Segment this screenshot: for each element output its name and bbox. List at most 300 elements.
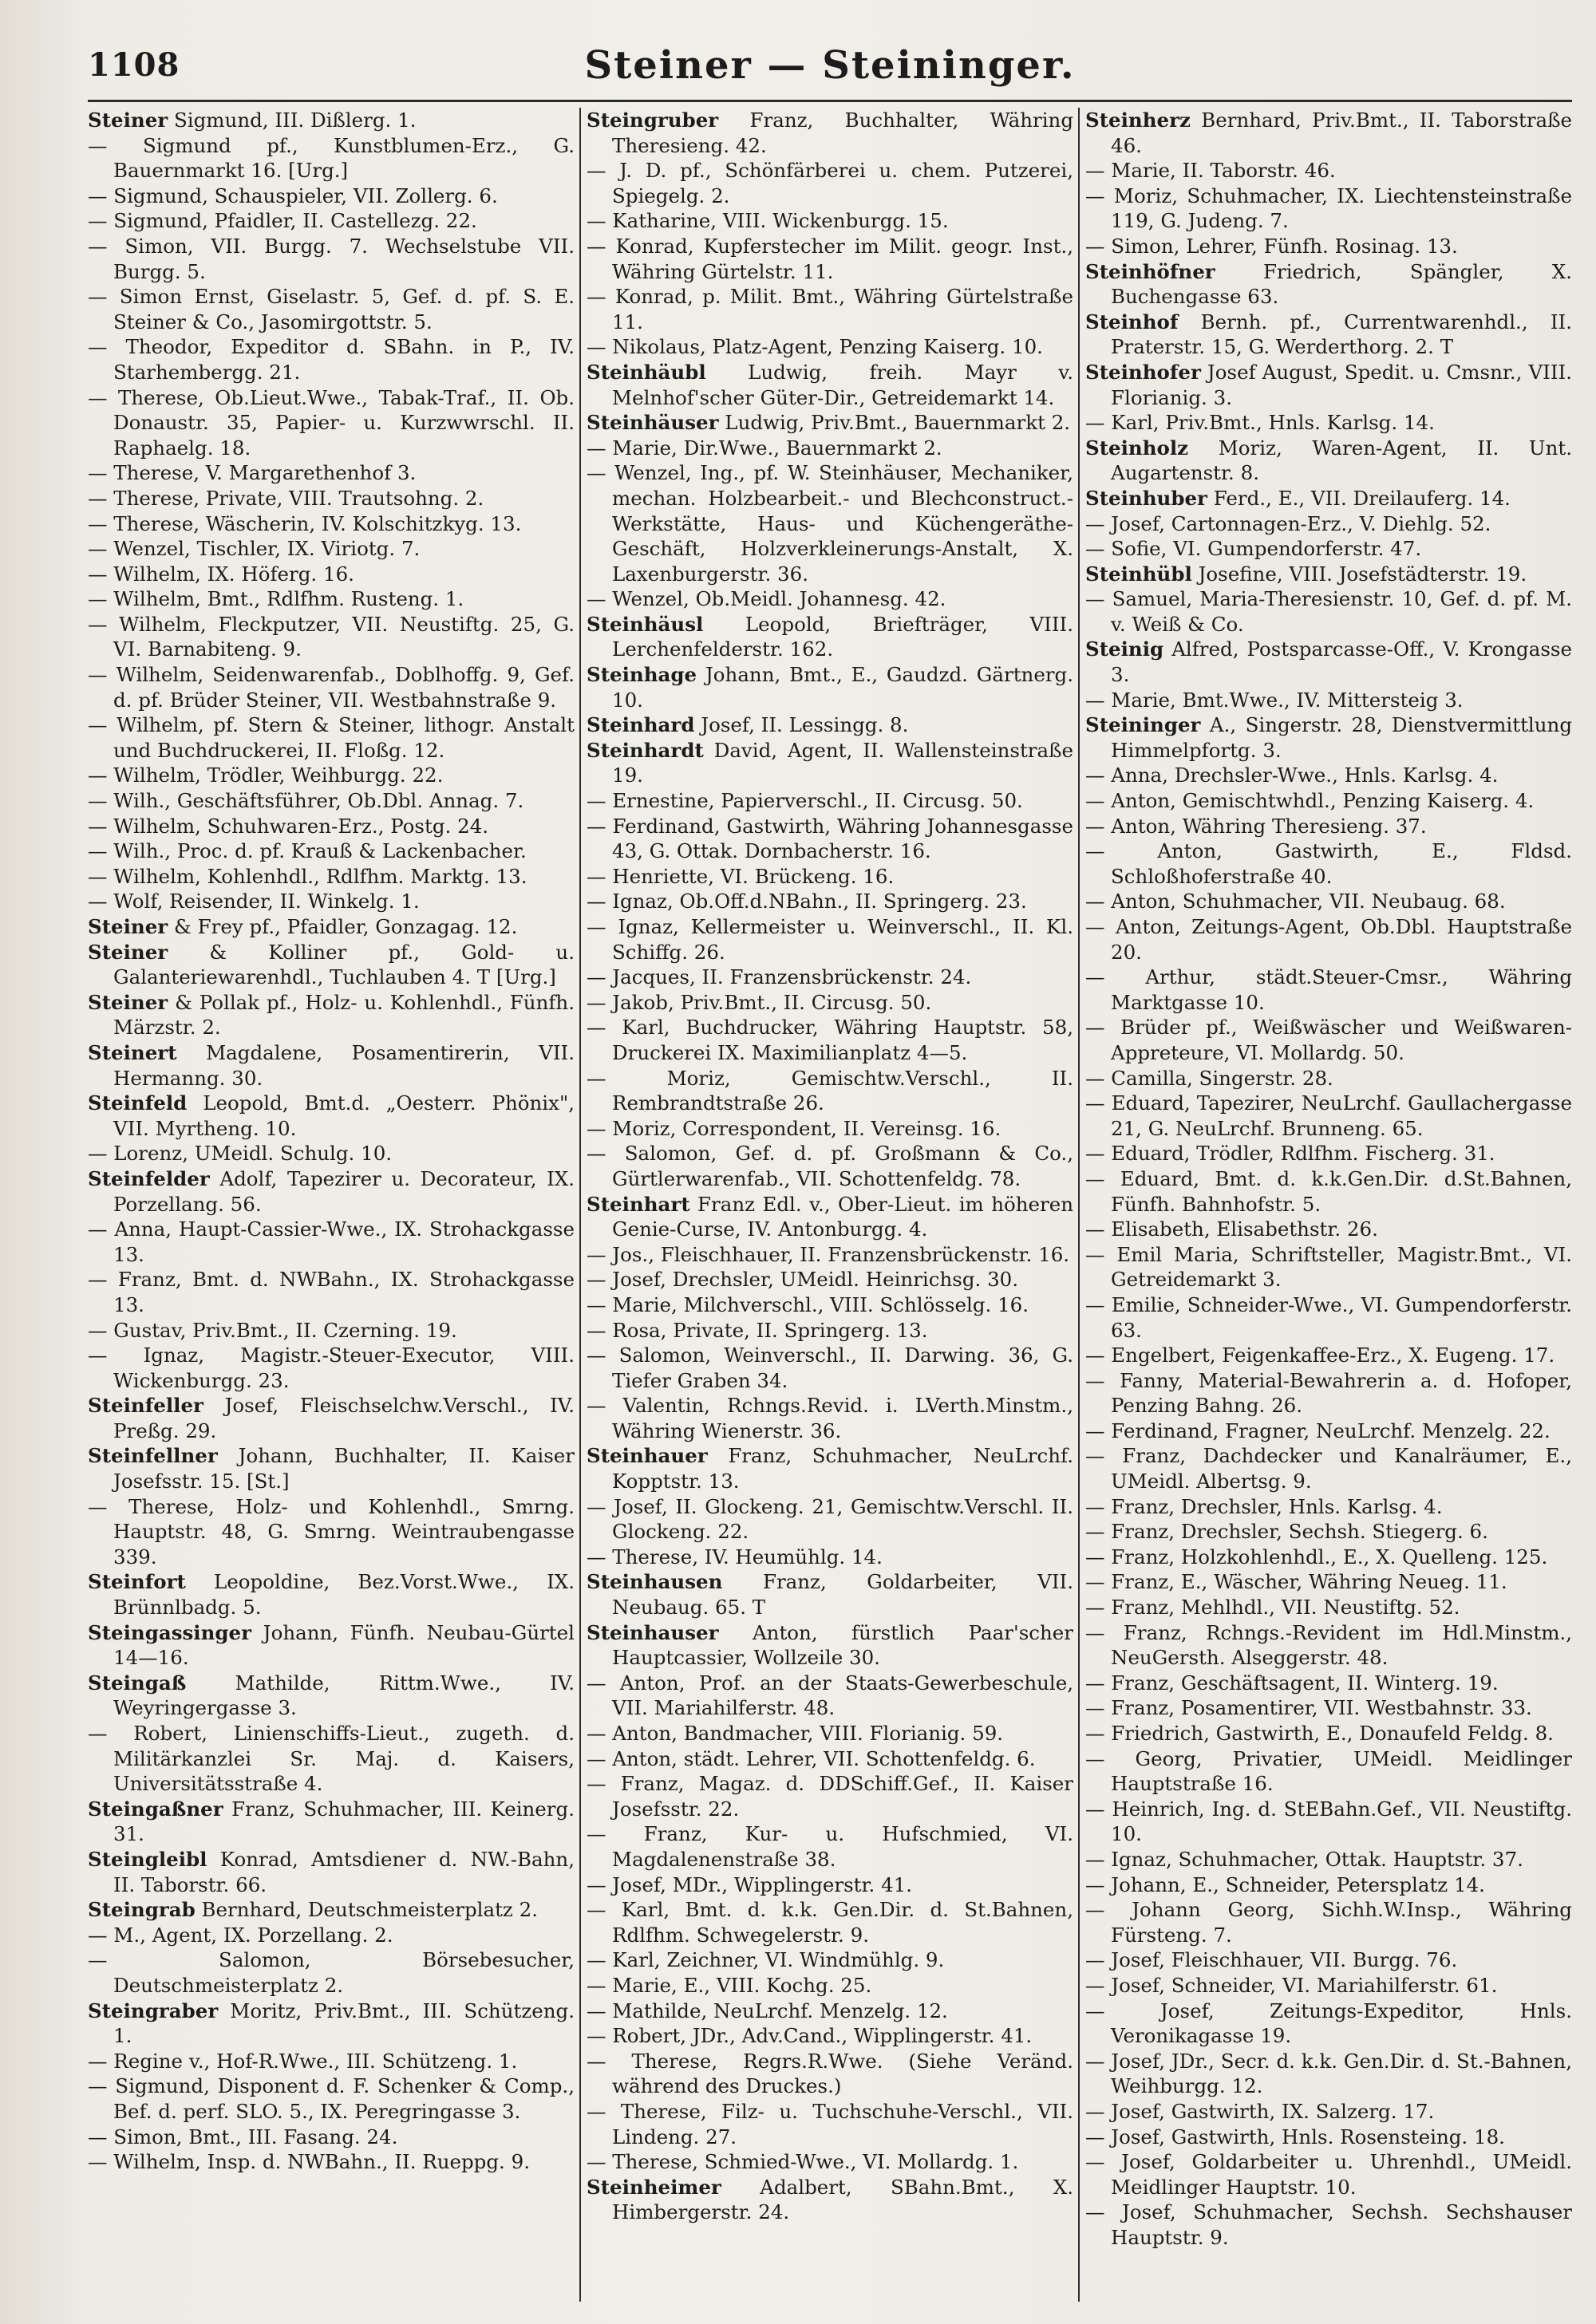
- directory-entry: [1085, 1443, 1572, 1493]
- directory-entry: [1085, 2149, 1572, 2200]
- entry-surname: Steinhardt: [587, 738, 704, 762]
- entry-text: Ludwig, Priv.Bmt., Bauernmarkt 2.: [718, 411, 1071, 435]
- directory-entry: [88, 1847, 575, 1897]
- directory-entry: [1085, 1872, 1572, 1898]
- entry-text: — Camilla, Singerstr. 28.: [1085, 1066, 1333, 1090]
- directory-entry: [88, 864, 575, 890]
- directory-entry: [1085, 965, 1572, 1015]
- directory-entry: [1085, 1947, 1572, 1973]
- entry-surname: Steinhard: [587, 713, 695, 737]
- entry-text: — Franz, Holzkohlenhdl., E., X. Quelleng. 125.: [1085, 1545, 1548, 1568]
- directory-entry: [1085, 1292, 1572, 1343]
- directory-entry: [1085, 234, 1572, 259]
- entry-text: — Ignaz, Magistr.-Steuer-Executor, VIII. Wickenburgg. 23.: [88, 1344, 575, 1392]
- entry-text: & Pollak pf., Holz- u. Kohlenhdl., Fünfh. Märzstr. 2.: [113, 990, 575, 1040]
- entry-text: — Moriz, Schuhmacher, IX. Liechtensteinstraße 119, G. Judeng. 7.: [1085, 183, 1572, 233]
- entry-surname: Steinhage: [587, 663, 697, 687]
- directory-entry: [88, 536, 575, 562]
- directory-entry: [587, 410, 1073, 436]
- entry-text: — Simon, VII. Burgg. 7. Wechselstube VII. Burgg. 5.: [88, 234, 575, 283]
- entry-text: Mathilde, Rittm.Wwe., IV. Weyringergasse 3.: [113, 1671, 575, 1720]
- entry-text: — Sigmund pf., Kunstblumen-Erz., G. Bauernmarkt 16. [Urg.]: [88, 133, 575, 183]
- directory-entry: [587, 1141, 1073, 1191]
- directory-entry: [88, 1923, 575, 1948]
- entry-text: Sigmund, III. Dißlerg. 1.: [168, 109, 417, 132]
- entry-text: — Karl, Bmt. d. k.k. Gen.Dir. d. St.Bahnen, Rdlfhm. Schwegelerstr. 9.: [587, 1898, 1073, 1947]
- entry-text: Adolf, Tapezirer u. Decorateur, IX. Porzellang. 56.: [113, 1166, 575, 1216]
- entry-text: Franz, Goldarbeiter, VII. Neubaug. 65. T: [612, 1570, 1073, 1620]
- directory-entry: [88, 612, 575, 662]
- directory-entry: [1085, 158, 1572, 183]
- directory-entry: [587, 1393, 1073, 1443]
- entry-text: — Moriz, Gemischtw.Verschl., II. Rembrandtstraße 26.: [587, 1066, 1073, 1115]
- directory-entry: [1085, 1595, 1572, 1620]
- entry-text: — Franz, Posamentirer, VII. Westbahnstr. 33.: [1085, 1696, 1532, 1720]
- directory-entry: [587, 1569, 1073, 1620]
- entry-text: — Franz, Rchngs.-Revident im Hdl.Minstm., NeuGersth. Alseggerstr. 48.: [1085, 1620, 1572, 1670]
- directory-entry: [88, 2125, 575, 2150]
- entry-surname: Steingrab: [88, 1898, 196, 1922]
- header-rule: [88, 100, 1572, 102]
- entry-text: — Wilhelm, Fleckputzer, VII. Neustiftg. 25, G. VI. Barnabiteng. 9.: [88, 612, 575, 661]
- directory-entry: [88, 1318, 575, 1344]
- directory-entry: [587, 1292, 1073, 1318]
- entry-text: — Therese, Ob.Lieut.Wwe., Tabak-Traf., II. Ob. Donaustr. 35, Papier- u. Kurzwwrschl. II. Raphaelg. 18.: [88, 385, 575, 460]
- entry-text: Leopold, Briefträger, VIII. Lerchenfelderstr. 162.: [612, 612, 1073, 661]
- entry-text: — Therese, Wäscherin, IV. Kolschitzkyg. 13.: [88, 511, 522, 535]
- entry-text: — Salomon, Gef. d. pf. Großmann & Co., Gürtlerwarenfab., VII. Schottenfeldg. 78.: [587, 1142, 1073, 1190]
- entry-text: — Wilhelm, Insp. d. NWBahn., II. Rueppg. 9.: [88, 2150, 530, 2174]
- entry-text: — Ferdinand, Fragner, NeuLrchf. Menzelg. 22.: [1085, 1418, 1551, 1442]
- directory-entry: [587, 1671, 1073, 1721]
- entry-text: — Arthur, städt.Steuer-Cmsr., Währing Marktgasse 10.: [1085, 965, 1572, 1014]
- entry-text: — Ernestine, Papierverschl., II. Circusg. 50.: [587, 789, 1023, 813]
- entry-text: — Fanny, Material-Bewahrerin a. d. Hofoper, Penzing Bahng. 26.: [1085, 1368, 1572, 1418]
- entry-text: Ludwig, freih. Mayr v. Melnhof'scher Güter-Dir., Getreidemarkt 14.: [612, 360, 1073, 409]
- directory-entry: [88, 1091, 575, 1141]
- directory-entry: [88, 486, 575, 511]
- directory-entry: [1085, 637, 1572, 687]
- directory-entry: [88, 133, 575, 183]
- directory-entry: [587, 460, 1073, 586]
- directory-entry: [587, 914, 1073, 965]
- directory-entry: [587, 108, 1073, 158]
- directory-entry: [88, 1166, 575, 1217]
- directory-entry: [1085, 586, 1572, 637]
- directory-entry: [587, 864, 1073, 890]
- directory-entry: [1085, 2200, 1572, 2250]
- directory-entry: [88, 814, 575, 839]
- directory-entry: [587, 1872, 1073, 1898]
- entry-text: — Sigmund, Schauspieler, VII. Zollerg. 6.: [88, 183, 498, 207]
- entry-text: — Robert, Linienschiffs-Lieut., zugeth. d. Militärkanzlei Sr. Maj. d. Kaisers, Universitätsstraße 4.: [88, 1722, 575, 1796]
- entry-text: — Eduard, Tapezirer, NeuLrchf. Gaullachergasse 21, G. NeuLrchf. Brunneng. 65.: [1085, 1091, 1572, 1140]
- entry-text: — Anton, Schuhmacher, VII. Neubaug. 68.: [1085, 890, 1506, 913]
- directory-entry: [88, 838, 575, 864]
- entry-text: — Marie, E., VIII. Kochg. 25.: [587, 1973, 872, 1997]
- entry-text: — Josef, Fleischhauer, VII. Burgg. 76.: [1085, 1948, 1458, 1972]
- entry-surname: Steingraber: [88, 1998, 219, 2022]
- directory-entry: [587, 1066, 1073, 1116]
- directory-entry: [1085, 763, 1572, 788]
- entry-text: — Wenzel, Ing., pf. W. Steinhäuser, Mechaniker, mechan. Holzbearbeit.- und Blechconstruct.-Werkstätte, Haus- und Küchengeräthe-Geschäft, Holzverkleinerungs-Anstalt, X. Laxenburgerstr. 36.: [587, 461, 1073, 586]
- entry-text: & Frey pf., Pfaidler, Gonzagag. 12.: [168, 915, 518, 938]
- directory-entry: [88, 183, 575, 209]
- entry-text: — Anton, Währing Theresieng. 37.: [1085, 814, 1427, 838]
- entry-text: — Marie, II. Taborstr. 46.: [1085, 159, 1336, 183]
- directory-entry: [587, 1494, 1073, 1545]
- directory-entry: [587, 1821, 1073, 1872]
- entry-text: — Karl, Priv.Bmt., Hnls. Karlsg. 14.: [1085, 411, 1435, 435]
- entry-surname: Steinfort: [88, 1570, 186, 1594]
- entry-text: — Ignaz, Schuhmacher, Ottak. Hauptstr. 37.: [1085, 1847, 1523, 1871]
- directory-entry: [1085, 1797, 1572, 1847]
- directory-entry: [88, 234, 575, 284]
- entry-text: — Franz, Kur- u. Hufschmied, VI. Magdalenenstraße 38.: [587, 1822, 1073, 1871]
- entry-text: Franz, Buchhalter, Währing Theresieng. 42.: [612, 109, 1073, 157]
- page-header: [88, 32, 1572, 96]
- directory-entry: [88, 662, 575, 712]
- directory-entry: [88, 1721, 575, 1797]
- directory-entry: [88, 1947, 575, 1998]
- entry-text: Josefine, VIII. Josefstädterstr. 19.: [1191, 562, 1527, 586]
- entry-text: — Konrad, p. Milit. Bmt., Währing Gürtelstraße 11.: [587, 285, 1073, 333]
- directory-entry: [1085, 360, 1572, 410]
- entry-surname: Steinig: [1085, 637, 1164, 661]
- entry-text: — Sigmund, Disponent d. F. Schenker & Comp., Bef. d. perf. SLO. 5., IX. Peregringasse 3.: [88, 2074, 575, 2123]
- directory-entry: [1085, 2099, 1572, 2125]
- entry-surname: Steinert: [88, 1040, 177, 1064]
- directory-entry: [1085, 1847, 1572, 1872]
- directory-entry: [587, 1443, 1073, 1493]
- column-1: [88, 108, 575, 2302]
- directory-entry: [1085, 259, 1572, 310]
- entry-text: — Anton, städt. Lehrer, VII. Schottenfeldg. 6.: [587, 1746, 1036, 1770]
- entry-text: — Josef, Schneider, VI. Mariahilferstr. 61.: [1085, 1973, 1498, 1997]
- entry-text: — Franz, Drechsler, Sechsh. Stiegerg. 6.: [1085, 1520, 1488, 1544]
- entry-text: — Johann, E., Schneider, Petersplatz 14.: [1085, 1872, 1485, 1896]
- directory-entry: [1085, 1519, 1572, 1545]
- entry-text: — Marie, Dir.Wwe., Bauernmarkt 2.: [587, 436, 942, 460]
- entry-text: — Brüder pf., Weißwäscher und Weißwaren-Appreteure, VI. Mollardg. 50.: [1085, 1016, 1572, 1064]
- entry-surname: Steinherz: [1085, 109, 1191, 132]
- directory-entry: [88, 1393, 575, 1443]
- entry-text: — Wilh., Proc. d. pf. Krauß & Lackenbacher.: [88, 839, 527, 863]
- directory-entry: [587, 1267, 1073, 1292]
- directory-entry: [1085, 712, 1572, 763]
- directory-entry: [1085, 1721, 1572, 1746]
- entry-text: — Salomon, Börsebesucher, Deutschmeisterplatz 2.: [88, 1948, 575, 1997]
- directory-entry: [88, 1797, 575, 1847]
- entry-text: Ferd., E., VII. Dreilauferg. 14.: [1207, 486, 1511, 510]
- directory-entry: [1085, 1141, 1572, 1166]
- entry-text: Josef, Fleischselchw.Verschl., IV. Preßg. 29.: [113, 1394, 575, 1442]
- entry-surname: Steinholz: [1085, 436, 1189, 460]
- entry-text: Johann, Bmt., E., Gaudzd. Gärtnerg. 10.: [612, 663, 1073, 712]
- entry-text: — Wilhelm, pf. Stern & Steiner, lithogr. Anstalt und Buchdruckerei, II. Floßg. 12.: [88, 713, 575, 762]
- entry-text: Adalbert, SBahn.Bmt., X. Himbergerstr. 24.: [612, 2175, 1073, 2224]
- entry-text: — Anton, Zeitungs-Agent, Ob.Dbl. Hauptstraße 20.: [1085, 915, 1572, 964]
- directory-entry: [587, 2023, 1073, 2049]
- entry-surname: Steinheimer: [587, 2175, 721, 2199]
- entry-text: — Nikolaus, Platz-Agent, Penzing Kaiserg. 10.: [587, 335, 1043, 359]
- directory-entry: [1085, 108, 1572, 158]
- directory-entry: [88, 1671, 575, 1721]
- entry-surname: Steinhäuser: [587, 411, 719, 435]
- directory-entry: [587, 2175, 1073, 2225]
- entry-text: Moritz, Priv.Bmt., III. Schützeng. 1.: [113, 1998, 575, 2048]
- directory-entry: [88, 940, 575, 990]
- entry-text: — Josef, JDr., Secr. d. k.k. Gen.Dir. d. St.-Bahnen, Weihburgg. 12.: [1085, 2049, 1572, 2098]
- directory-entry: [1085, 436, 1572, 486]
- entry-text: Anton, fürstlich Paar'scher Hauptcassier, Wollzeile 30.: [612, 1620, 1073, 1670]
- directory-entry: [88, 788, 575, 814]
- entry-surname: Steingassinger: [88, 1620, 252, 1644]
- entry-text: — Robert, JDr., Adv.Cand., Wipplingerstr. 41.: [587, 2024, 1033, 2048]
- directory-entry: [587, 1015, 1073, 1065]
- directory-entry: [1085, 1494, 1572, 1520]
- entry-text: — Anton, Gastwirth, E., Fldsd. Schloßhoferstraße 40.: [1085, 839, 1572, 888]
- entry-text: — Anton, Gemischtwhdl., Penzing Kaiserg. 4.: [1085, 789, 1535, 813]
- directory-entry: [1085, 562, 1572, 587]
- directory-entry: [1085, 1897, 1572, 1947]
- entry-surname: Steinhof: [1085, 310, 1179, 333]
- entry-text: — Wilhelm, Schuhwaren-Erz., Postg. 24.: [88, 814, 489, 838]
- directory-entry: [587, 1116, 1073, 1142]
- entry-text: — Wenzel, Tischler, IX. Viriotg. 7.: [88, 537, 421, 561]
- directory-entry: [1085, 1418, 1572, 1444]
- directory-entry: [1085, 1973, 1572, 1998]
- directory-entry: [1085, 1746, 1572, 1797]
- directory-columns: [88, 108, 1572, 2302]
- entry-text: Bernhard, Deutschmeisterplatz 2.: [195, 1898, 538, 1922]
- entry-surname: Steinhofer: [1085, 360, 1201, 384]
- directory-entry: [88, 914, 575, 940]
- entry-surname: Steinhöfner: [1085, 259, 1215, 283]
- entry-text: Josef August, Spedit. u. Cmsnr., VIII. Florianig. 3.: [1111, 360, 1572, 409]
- directory-entry: [1085, 310, 1572, 360]
- directory-entry: [88, 562, 575, 587]
- entry-text: — Wilhelm, Trödler, Weihburgg. 22.: [88, 763, 444, 787]
- entry-text: — Sigmund, Pfaidler, II. Castellezg. 22.: [88, 209, 477, 233]
- entry-text: — Salomon, Weinverschl., II. Darwing. 36, G. Tiefer Graben 34.: [587, 1344, 1073, 1392]
- entry-text: — Wilhelm, Bmt., Rdlfhm. Rusteng. 1.: [88, 587, 464, 611]
- entry-text: — Franz, E., Wäscher, Währing Neueg. 11.: [1085, 1570, 1507, 1594]
- entry-text: — Emilie, Schneider-Wwe., VI. Gumpendorferstr. 63.: [1085, 1292, 1572, 1342]
- entry-text: — Moriz, Correspondent, II. Vereinsg. 16.: [587, 1116, 1001, 1140]
- directory-entry: [88, 1897, 575, 1923]
- directory-entry: [88, 1040, 575, 1091]
- directory-entry: [88, 108, 575, 133]
- entry-text: Leopold, Bmt.d. „Oesterr. Phönix", VII. Myrtheng. 10.: [113, 1091, 575, 1140]
- entry-surname: Steiner: [88, 109, 168, 132]
- entry-text: Magdalene, Posamentirerin, VII. Hermanng. 30.: [113, 1040, 575, 1090]
- directory-entry: [1085, 1242, 1572, 1292]
- entry-text: — Simon, Lehrer, Fünfh. Rosinag. 13.: [1085, 234, 1458, 258]
- entry-text: — Marie, Bmt.Wwe., IV. Mittersteig 3.: [1085, 688, 1464, 712]
- entry-text: Friedrich, Spängler, X. Buchengasse 63.: [1111, 259, 1572, 309]
- entry-text: — Emil Maria, Schriftsteller, Magistr.Bmt., VI. Getreidemarkt 3.: [1085, 1242, 1572, 1292]
- entry-surname: Steinhübl: [1085, 562, 1192, 586]
- entry-text: — Marie, Milchverschl., VIII. Schlösselg. 16.: [587, 1292, 1029, 1316]
- directory-entry: [1085, 889, 1572, 914]
- directory-entry: [1085, 183, 1572, 234]
- entry-surname: Steinhausen: [587, 1570, 723, 1594]
- directory-entry: [88, 990, 575, 1040]
- directory-entry: [587, 788, 1073, 814]
- entry-text: Johann, Fünfh. Neubau-Gürtel 14—16.: [113, 1620, 575, 1670]
- directory-entry: [587, 2099, 1073, 2149]
- entry-text: — Anna, Drechsler-Wwe., Hnls. Karlsg. 4.: [1085, 763, 1499, 787]
- entry-surname: Steingleibl: [88, 1847, 207, 1871]
- directory-entry: [1085, 1166, 1572, 1217]
- directory-entry: [1085, 1368, 1572, 1418]
- entry-text: — Ignaz, Ob.Off.d.NBahn., II. Springerg. 23.: [587, 890, 1027, 913]
- entry-surname: Steinfelder: [88, 1166, 210, 1190]
- entry-text: — Wilhelm, Seidenwarenfab., Doblhoffg. 9, Gef. d. pf. Brüder Steiner, VII. Westbahnstraße 9.: [88, 663, 575, 712]
- entry-text: — Franz, Dachdecker und Kanalräumer, E., UMeidl. Albertsg. 9.: [1085, 1444, 1572, 1493]
- directory-entry: [1085, 1569, 1572, 1595]
- directory-entry: [587, 334, 1073, 360]
- entry-surname: Steinhauser: [587, 1620, 719, 1644]
- entry-text: A., Singerstr. 28, Dienstvermittlung Himmelpfortg. 3.: [1111, 713, 1572, 762]
- entry-text: Franz Edl. v., Ober-Lieut. im höheren Genie-Curse, IV. Antonburgg. 4.: [612, 1192, 1073, 1241]
- entry-text: — Therese, V. Margarethenhof 3.: [88, 461, 417, 485]
- entry-surname: Steinfellner: [88, 1444, 218, 1468]
- directory-entry: [587, 965, 1073, 990]
- directory-entry: [88, 1494, 575, 1570]
- entry-text: — Josef, Zeitungs-Expeditor, Hnls. Veronikagasse 19.: [1085, 1998, 1572, 2048]
- directory-entry: [88, 1267, 575, 1317]
- entry-text: — Franz, Drechsler, Hnls. Karlsg. 4.: [1085, 1494, 1443, 1518]
- directory-entry: [1085, 1217, 1572, 1242]
- entry-text: — Josef, Gastwirth, Hnls. Rosensteing. 18.: [1085, 2125, 1505, 2148]
- entry-text: — Franz, Geschäftsagent, II. Winterg. 19.: [1085, 1671, 1499, 1695]
- entry-surname: Steiner: [88, 915, 168, 938]
- directory-entry: [88, 1443, 575, 1493]
- directory-entry: [587, 662, 1073, 712]
- directory-entry: [587, 1897, 1073, 1947]
- entry-text: — Henriette, VI. Brückeng. 16.: [587, 864, 895, 888]
- entry-surname: Steinhuber: [1085, 486, 1207, 510]
- entry-text: — Simon Ernst, Giselastr. 5, Gef. d. pf. S. E. Steiner & Co., Jasomirgottstr. 5.: [88, 285, 575, 333]
- directory-entry: [587, 284, 1073, 334]
- entry-text: — Therese, Filz- u. Tuchschuhe-Verschl., VII. Lindeng. 27.: [587, 2099, 1073, 2148]
- directory-entry: [587, 1998, 1073, 2024]
- directory-entry: [1085, 838, 1572, 889]
- entry-text: — Konrad, Kupferstecher im Milit. geogr. Inst., Währing Gürtelstr. 11.: [587, 234, 1073, 283]
- entry-surname: Steingaß: [88, 1671, 187, 1695]
- entry-text: Leopoldine, Bez.Vorst.Wwe., IX. Brünnlbadg. 5.: [113, 1570, 575, 1620]
- entry-text: — Josef, Goldarbeiter u. Uhrenhdl., UMeidl. Meidlinger Hauptstr. 10.: [1085, 2150, 1572, 2199]
- column-divider: [579, 108, 581, 2302]
- entry-text: — Anna, Haupt-Cassier-Wwe., IX. Strohackgasse 13.: [88, 1217, 575, 1266]
- directory-entry: [88, 712, 575, 763]
- directory-entry: [88, 1343, 575, 1393]
- entry-text: — Valentin, Rchngs.Revid. i. LVerth.Minstm., Währing Wienerstr. 36.: [587, 1394, 1073, 1442]
- directory-entry: [88, 1998, 575, 2049]
- directory-entry: [587, 1746, 1073, 1772]
- directory-entry: [88, 284, 575, 334]
- entry-text: Bernh. pf., Currentwarenhdl., II. Praterstr. 15, G. Werderthorg. 2. T: [1111, 310, 1572, 359]
- directory-entry: [88, 2049, 575, 2074]
- entry-text: — Georg, Privatier, UMeidl. Meidlinger Hauptstraße 16.: [1085, 1746, 1572, 1796]
- entry-text: — Sofie, VI. Gumpendorferstr. 47.: [1085, 537, 1422, 561]
- entry-text: — Johann Georg, Sichh.W.Insp., Währing Fürsteng. 7.: [1085, 1898, 1572, 1947]
- directory-entry: [1085, 410, 1572, 436]
- directory-entry: [88, 460, 575, 486]
- directory-entry: [587, 436, 1073, 461]
- entry-surname: Steingaßner: [88, 1797, 223, 1821]
- directory-entry: [88, 2149, 575, 2175]
- directory-entry: [1085, 1343, 1572, 1368]
- entry-text: — Therese, Regrs.R.Wwe. (Siehe Veränd. während des Druckes.): [587, 2049, 1073, 2098]
- entry-text: — Katharine, VIII. Wickenburgg. 15.: [587, 209, 949, 233]
- entry-text: Konrad, Amtsdiener d. NW.-Bahn, II. Taborstr. 66.: [113, 1847, 575, 1896]
- directory-entry: [1085, 1015, 1572, 1065]
- entry-surname: Steinfeld: [88, 1091, 188, 1115]
- entry-text: — Samuel, Maria-Theresienstr. 10, Gef. d. pf. M. v. Weiß & Co.: [1085, 587, 1572, 636]
- column-3: [1085, 108, 1572, 2302]
- entry-text: Josef, II. Lessingg. 8.: [694, 713, 909, 737]
- entry-text: — Therese, IV. Heumühlg. 14.: [587, 1545, 883, 1568]
- directory-entry: [587, 234, 1073, 284]
- directory-entry: [1085, 1671, 1572, 1696]
- directory-entry: [587, 1343, 1073, 1393]
- entry-text: Alfred, Postsparcasse-Off., V. Krongasse 3.: [1111, 637, 1572, 687]
- directory-entry: [88, 208, 575, 234]
- entry-text: — Karl, Zeichner, VI. Windmühlg. 9.: [587, 1948, 945, 1972]
- directory-entry: [88, 1141, 575, 1166]
- directory-entry: [587, 1242, 1073, 1268]
- entry-text: Johann, Buchhalter, II. Kaiser Josefsstr. 15. [St.]: [113, 1444, 575, 1493]
- directory-entry: [1085, 788, 1572, 814]
- directory-entry: [587, 738, 1073, 788]
- directory-entry: [88, 385, 575, 461]
- entry-text: — Karl, Buchdrucker, Währing Hauptstr. 58, Druckerei IX. Maximilianplatz 4—5.: [587, 1016, 1073, 1064]
- entry-surname: Steinhauer: [587, 1444, 708, 1468]
- entry-text: — Anton, Prof. an der Staats-Gewerbeschule, VII. Mariahilferstr. 48.: [587, 1671, 1073, 1720]
- directory-entry: [88, 2073, 575, 2124]
- entry-surname: Steinhäubl: [587, 360, 706, 384]
- entry-text: — Therese, Schmied-Wwe., VI. Mollardg. 1.: [587, 2150, 1019, 2174]
- entry-text: — J. D. pf., Schönfärberei u. chem. Putzerei, Spiegelg. 2.: [587, 159, 1073, 207]
- page-number: 1108: [88, 46, 180, 84]
- entry-text: & Kolliner pf., Gold- u. Galanteriewarenhdl., Tuchlauben 4. T [Urg.]: [113, 940, 575, 989]
- entry-text: — Jacques, II. Franzensbrückenstr. 24.: [587, 965, 972, 989]
- entry-text: David, Agent, II. Wallensteinstraße 19.: [612, 738, 1073, 787]
- entry-text: — Eduard, Trödler, Rdlfhm. Fischerg. 31.: [1085, 1142, 1495, 1166]
- entry-surname: Steinfeller: [88, 1394, 203, 1418]
- directory-entry: [587, 990, 1073, 1016]
- entry-text: — Ferdinand, Gastwirth, Währing Johannesgasse 43, G. Ottak. Dornbacherstr. 16.: [587, 814, 1073, 863]
- entry-text: — Wenzel, Ob.Meidl. Johannesg. 42.: [587, 587, 946, 611]
- column-2: [587, 108, 1073, 2302]
- directory-entry: [88, 1620, 575, 1671]
- entry-text: Bernhard, Priv.Bmt., II. Taborstraße 46.: [1111, 109, 1572, 157]
- entry-text: — Rosa, Private, II. Springerg. 13.: [587, 1318, 928, 1342]
- column-divider: [1078, 108, 1080, 2302]
- entry-text: — Josef, Schuhmacher, Sechsh. Sechshauser Hauptstr. 9.: [1085, 2200, 1572, 2249]
- entry-text: — Josef, Drechsler, UMeidl. Heinrichsg. 30.: [587, 1268, 1019, 1292]
- directory-entry: [587, 1947, 1073, 1973]
- directory-entry: [587, 2149, 1073, 2175]
- entry-surname: Steininger: [1085, 713, 1201, 737]
- directory-entry: [1085, 814, 1572, 839]
- entry-text: — Wolf, Reisender, II. Winkelg. 1.: [88, 890, 420, 913]
- entry-text: — Ignaz, Kellermeister u. Weinverschl., II. Kl. Schiffg. 26.: [587, 915, 1073, 964]
- directory-entry: [587, 1545, 1073, 1570]
